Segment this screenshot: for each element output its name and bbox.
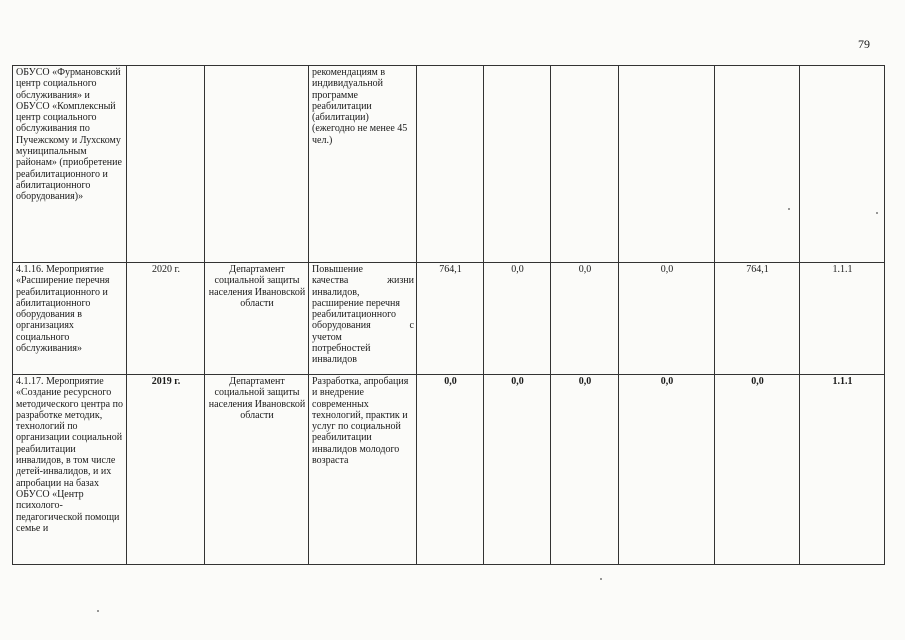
- value-cell-3: [551, 66, 619, 263]
- scan-speck: [97, 610, 99, 612]
- year-cell: [127, 66, 205, 263]
- table-row: [13, 66, 885, 263]
- event-cell: 4.1.17. Мероприятие «Создание ресурсного методического центра по разработке методик, технологий по организации социальной реабилитации инвалидов, в том числе детей-инвалидов, и их апробации на базах ОБУСО «Центр психолого-педагогической помощи семье и: [13, 375, 127, 565]
- program-events-table: [12, 65, 885, 565]
- table-row: [13, 263, 885, 375]
- result-cell: Повышение качества жизни инвалидов, расширение перечня реабилитационного оборудования с учетом потребностей инвалидов: [309, 263, 417, 375]
- value-cell-4: [619, 66, 715, 263]
- year-cell: 2020 г.: [127, 263, 205, 375]
- value-cell-2: 0,0: [484, 263, 551, 375]
- value-cell-2: 0,0: [484, 375, 551, 565]
- scan-speck: [788, 208, 790, 210]
- value-cell-1: 764,1: [417, 263, 484, 375]
- event-cell: 4.1.16. Мероприятие «Расширение перечня реабилитационного и абилитационного оборудования в организациях социального обслуживания»: [13, 263, 127, 375]
- indicator-code-cell: 1.1.1: [800, 263, 885, 375]
- table-row: [13, 375, 885, 565]
- value-cell-5: [715, 66, 800, 263]
- year-cell: 2019 г.: [127, 375, 205, 565]
- event-cell: ОБУСО «Фурмановский центр социального обслуживания» и ОБУСО «Комплексный центр социального обслуживания по Пучежскому и Лухскому муниципальным районам» (приобретение реабилитационного и абилитационного оборудования)»: [13, 66, 127, 263]
- value-cell-4: 0,0: [619, 375, 715, 565]
- indicator-code-cell: [800, 66, 885, 263]
- page-number: 79: [858, 37, 870, 51]
- result-cell: Разработка, апробация и внедрение современных технологий, практик и услуг по социальной реабилитации инвалидов молодого возраста: [309, 375, 417, 565]
- value-cell-5: 0,0: [715, 375, 800, 565]
- result-cell: рекомендациям в индивидуальной программе реабилитации (абилитации) (ежегодно не менее 45 чел.): [309, 66, 417, 263]
- value-cell-2: [484, 66, 551, 263]
- indicator-code-cell: 1.1.1: [800, 375, 885, 565]
- value-cell-4: 0,0: [619, 263, 715, 375]
- executor-cell: Департамент социальной защиты населения Ивановской области: [205, 375, 309, 565]
- executor-cell: Департамент социальной защиты населения Ивановской области: [205, 263, 309, 375]
- value-cell-3: 0,0: [551, 263, 619, 375]
- scan-speck: [600, 578, 602, 580]
- value-cell-5: 764,1: [715, 263, 800, 375]
- value-cell-1: 0,0: [417, 375, 484, 565]
- value-cell-1: [417, 66, 484, 263]
- value-cell-3: 0,0: [551, 375, 619, 565]
- scan-speck: [876, 212, 878, 214]
- executor-cell: [205, 66, 309, 263]
